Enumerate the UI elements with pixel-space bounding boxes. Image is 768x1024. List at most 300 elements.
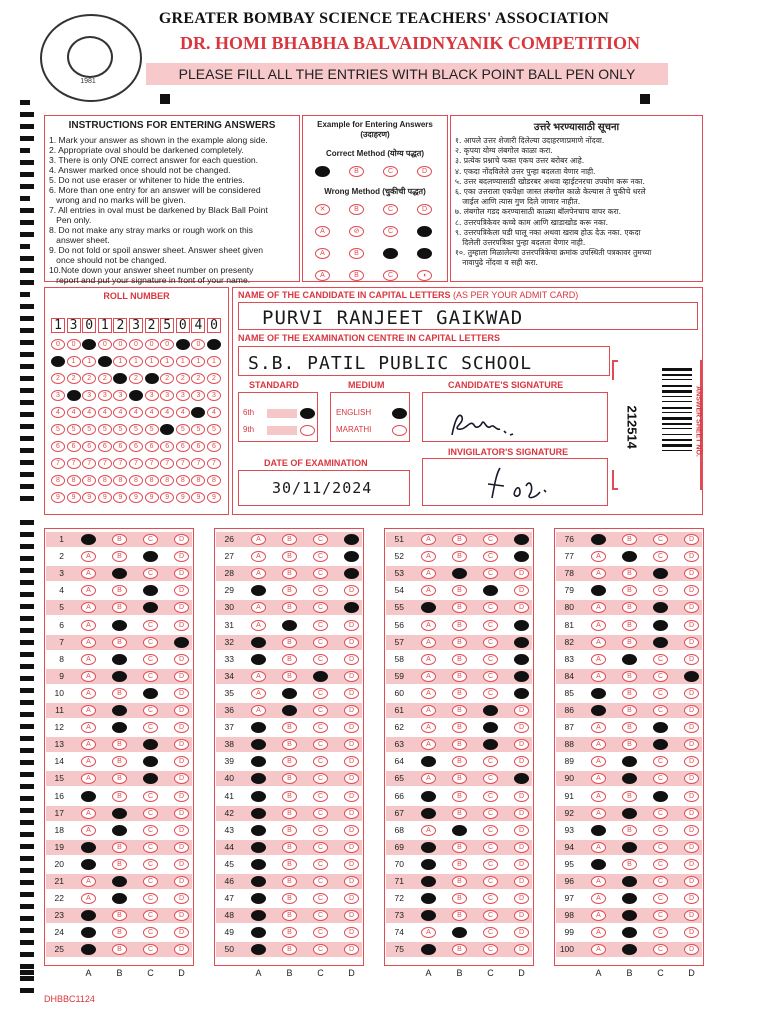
roll-bubble[interactable]: 4 bbox=[176, 407, 190, 418]
answer-bubble[interactable]: B bbox=[112, 637, 127, 648]
answer-bubble[interactable]: A bbox=[591, 551, 606, 562]
answer-bubble[interactable]: D bbox=[684, 825, 699, 836]
roll-bubble[interactable]: 5 bbox=[176, 424, 190, 435]
roll-bubble[interactable]: 7 bbox=[145, 458, 159, 469]
answer-bubble[interactable] bbox=[251, 876, 266, 887]
answer-bubble[interactable]: D bbox=[344, 705, 359, 716]
answer-bubble[interactable]: A bbox=[81, 585, 96, 596]
answer-bubble[interactable]: D bbox=[174, 756, 189, 767]
answer-bubble[interactable]: A bbox=[421, 534, 436, 545]
answer-bubble[interactable]: D bbox=[174, 910, 189, 921]
answer-bubble[interactable] bbox=[591, 534, 606, 545]
roll-bubble[interactable]: 7 bbox=[176, 458, 190, 469]
answer-bubble[interactable]: B bbox=[622, 859, 637, 870]
answer-bubble[interactable]: C bbox=[653, 671, 668, 682]
answer-bubble[interactable]: D bbox=[514, 602, 529, 613]
answer-bubble[interactable] bbox=[421, 808, 436, 819]
answer-bubble[interactable]: C bbox=[653, 705, 668, 716]
answer-bubble[interactable]: B bbox=[112, 791, 127, 802]
answer-bubble[interactable] bbox=[622, 808, 637, 819]
answer-bubble[interactable]: D bbox=[684, 722, 699, 733]
answer-bubble[interactable]: A bbox=[81, 705, 96, 716]
answer-bubble[interactable] bbox=[622, 654, 637, 665]
answer-bubble[interactable]: C bbox=[313, 722, 328, 733]
answer-bubble[interactable]: B bbox=[452, 585, 467, 596]
answer-bubble[interactable]: C bbox=[653, 893, 668, 904]
answer-bubble[interactable]: D bbox=[684, 739, 699, 750]
answer-bubble[interactable]: D bbox=[344, 688, 359, 699]
answer-bubble[interactable]: C bbox=[483, 893, 498, 904]
answer-bubble[interactable]: C bbox=[313, 859, 328, 870]
answer-bubble[interactable]: A bbox=[81, 773, 96, 784]
answer-bubble[interactable]: D bbox=[344, 791, 359, 802]
answer-bubble[interactable]: C bbox=[313, 620, 328, 631]
answer-bubble[interactable]: B bbox=[452, 791, 467, 802]
answer-bubble[interactable] bbox=[143, 688, 158, 699]
answer-bubble[interactable] bbox=[591, 825, 606, 836]
roll-bubble[interactable]: 5 bbox=[98, 424, 112, 435]
roll-bubble[interactable]: 5 bbox=[67, 424, 81, 435]
answer-bubble[interactable]: A bbox=[591, 722, 606, 733]
answer-bubble[interactable]: A bbox=[81, 620, 96, 631]
answer-bubble[interactable]: C bbox=[483, 620, 498, 631]
answer-bubble[interactable]: A bbox=[421, 620, 436, 631]
answer-bubble[interactable]: B bbox=[452, 893, 467, 904]
answer-bubble[interactable]: A bbox=[421, 637, 436, 648]
answer-bubble[interactable]: B bbox=[452, 739, 467, 750]
roll-bubble[interactable]: 3 bbox=[113, 390, 127, 401]
answer-bubble[interactable]: D bbox=[684, 534, 699, 545]
answer-bubble[interactable] bbox=[81, 534, 96, 545]
roll-bubble[interactable]: 0 bbox=[67, 339, 81, 350]
answer-bubble[interactable]: B bbox=[282, 568, 297, 579]
answer-bubble[interactable]: A bbox=[81, 688, 96, 699]
answer-bubble[interactable]: B bbox=[622, 602, 637, 613]
answer-bubble[interactable]: C bbox=[483, 602, 498, 613]
answer-bubble[interactable]: D bbox=[344, 637, 359, 648]
answer-bubble[interactable]: A bbox=[591, 671, 606, 682]
answer-bubble[interactable]: A bbox=[251, 671, 266, 682]
roll-bubble[interactable]: 9 bbox=[207, 492, 221, 503]
answer-bubble[interactable]: C bbox=[313, 654, 328, 665]
answer-bubble[interactable]: C bbox=[483, 791, 498, 802]
answer-bubble[interactable]: C bbox=[143, 927, 158, 938]
roll-bubble[interactable]: 8 bbox=[113, 475, 127, 486]
answer-bubble[interactable]: C bbox=[143, 791, 158, 802]
roll-bubble[interactable]: 5 bbox=[191, 424, 205, 435]
answer-bubble[interactable] bbox=[622, 842, 637, 853]
answer-bubble[interactable]: C bbox=[483, 842, 498, 853]
roll-bubble[interactable]: 8 bbox=[129, 475, 143, 486]
answer-bubble[interactable]: B bbox=[112, 859, 127, 870]
roll-bubble[interactable] bbox=[98, 356, 112, 367]
answer-bubble[interactable]: D bbox=[174, 808, 189, 819]
answer-bubble[interactable]: D bbox=[174, 585, 189, 596]
answer-bubble[interactable]: A bbox=[591, 893, 606, 904]
answer-bubble[interactable]: A bbox=[81, 825, 96, 836]
answer-bubble[interactable] bbox=[421, 876, 436, 887]
roll-bubble[interactable]: 8 bbox=[191, 475, 205, 486]
answer-bubble[interactable]: C bbox=[653, 654, 668, 665]
answer-bubble[interactable]: C bbox=[313, 551, 328, 562]
answer-bubble[interactable]: B bbox=[112, 534, 127, 545]
roll-bubble[interactable]: 3 bbox=[82, 390, 96, 401]
answer-bubble[interactable] bbox=[483, 705, 498, 716]
answer-bubble[interactable]: D bbox=[684, 637, 699, 648]
answer-bubble[interactable]: A bbox=[421, 688, 436, 699]
answer-bubble[interactable]: C bbox=[653, 773, 668, 784]
answer-bubble[interactable]: D bbox=[174, 876, 189, 887]
answer-bubble[interactable]: A bbox=[81, 893, 96, 904]
answer-bubble[interactable]: C bbox=[483, 654, 498, 665]
answer-bubble[interactable]: D bbox=[514, 756, 529, 767]
roll-bubble[interactable]: 3 bbox=[191, 390, 205, 401]
roll-bubble[interactable]: 2 bbox=[129, 373, 143, 384]
answer-bubble[interactable]: D bbox=[684, 842, 699, 853]
answer-bubble[interactable]: D bbox=[684, 808, 699, 819]
roll-bubble[interactable]: 4 bbox=[67, 407, 81, 418]
roll-bubble[interactable]: 2 bbox=[191, 373, 205, 384]
answer-bubble[interactable]: D bbox=[514, 944, 529, 955]
answer-bubble[interactable]: D bbox=[174, 688, 189, 699]
answer-bubble[interactable]: B bbox=[112, 927, 127, 938]
answer-bubble[interactable]: C bbox=[483, 825, 498, 836]
roll-bubble[interactable]: 7 bbox=[67, 458, 81, 469]
answer-bubble[interactable]: B bbox=[452, 808, 467, 819]
roll-bubble[interactable]: 0 bbox=[51, 339, 65, 350]
answer-bubble[interactable] bbox=[514, 620, 529, 631]
answer-bubble[interactable]: C bbox=[143, 620, 158, 631]
answer-bubble[interactable]: B bbox=[112, 688, 127, 699]
answer-bubble[interactable] bbox=[514, 534, 529, 545]
answer-bubble[interactable]: B bbox=[452, 551, 467, 562]
answer-bubble[interactable] bbox=[622, 876, 637, 887]
answer-bubble[interactable]: B bbox=[622, 620, 637, 631]
answer-bubble[interactable]: C bbox=[313, 910, 328, 921]
roll-bubble[interactable]: 8 bbox=[145, 475, 159, 486]
answer-bubble[interactable] bbox=[81, 842, 96, 853]
roll-bubble[interactable]: 2 bbox=[67, 373, 81, 384]
roll-bubble[interactable]: 7 bbox=[207, 458, 221, 469]
answer-bubble[interactable]: D bbox=[174, 773, 189, 784]
answer-bubble[interactable]: D bbox=[344, 773, 359, 784]
answer-bubble[interactable]: C bbox=[313, 791, 328, 802]
answer-bubble[interactable]: A bbox=[421, 568, 436, 579]
answer-bubble[interactable]: D bbox=[174, 859, 189, 870]
answer-bubble[interactable]: C bbox=[653, 688, 668, 699]
answer-bubble[interactable]: D bbox=[174, 944, 189, 955]
roll-bubble[interactable]: 9 bbox=[145, 492, 159, 503]
standard-6th-bubble[interactable] bbox=[300, 408, 315, 419]
answer-bubble[interactable] bbox=[653, 637, 668, 648]
answer-bubble[interactable]: C bbox=[313, 568, 328, 579]
answer-bubble[interactable]: B bbox=[282, 722, 297, 733]
roll-bubble[interactable]: 6 bbox=[160, 441, 174, 452]
answer-bubble[interactable]: D bbox=[174, 534, 189, 545]
roll-bubble[interactable]: 7 bbox=[82, 458, 96, 469]
answer-bubble[interactable]: C bbox=[313, 842, 328, 853]
roll-bubble[interactable]: 4 bbox=[98, 407, 112, 418]
roll-bubble[interactable]: 3 bbox=[176, 390, 190, 401]
answer-bubble[interactable]: D bbox=[344, 927, 359, 938]
answer-bubble[interactable]: D bbox=[174, 602, 189, 613]
answer-bubble[interactable]: D bbox=[514, 705, 529, 716]
roll-bubble[interactable]: 9 bbox=[113, 492, 127, 503]
roll-bubble[interactable]: 6 bbox=[207, 441, 221, 452]
answer-bubble[interactable] bbox=[684, 671, 699, 682]
answer-bubble[interactable]: B bbox=[282, 534, 297, 545]
answer-bubble[interactable]: B bbox=[622, 739, 637, 750]
answer-bubble[interactable]: D bbox=[684, 859, 699, 870]
roll-bubble[interactable]: 0 bbox=[145, 339, 159, 350]
answer-bubble[interactable]: D bbox=[514, 808, 529, 819]
roll-bubble[interactable]: 8 bbox=[51, 475, 65, 486]
answer-bubble[interactable] bbox=[421, 859, 436, 870]
roll-bubble[interactable]: 1 bbox=[82, 356, 96, 367]
answer-bubble[interactable]: C bbox=[483, 876, 498, 887]
roll-bubble[interactable]: 7 bbox=[191, 458, 205, 469]
answer-bubble[interactable]: D bbox=[684, 876, 699, 887]
roll-bubble[interactable]: 0 bbox=[191, 339, 205, 350]
answer-bubble[interactable]: A bbox=[421, 654, 436, 665]
roll-bubble[interactable]: 9 bbox=[191, 492, 205, 503]
medium-english-bubble[interactable] bbox=[392, 408, 407, 419]
answer-bubble[interactable]: C bbox=[653, 910, 668, 921]
answer-bubble[interactable]: A bbox=[251, 688, 266, 699]
answer-bubble[interactable] bbox=[81, 791, 96, 802]
roll-bubble[interactable]: 9 bbox=[51, 492, 65, 503]
answer-bubble[interactable]: C bbox=[483, 688, 498, 699]
answer-bubble[interactable]: C bbox=[483, 927, 498, 938]
answer-bubble[interactable]: C bbox=[143, 534, 158, 545]
answer-bubble[interactable]: C bbox=[143, 825, 158, 836]
answer-bubble[interactable]: A bbox=[421, 551, 436, 562]
answer-bubble[interactable]: D bbox=[344, 671, 359, 682]
answer-bubble[interactable]: D bbox=[344, 944, 359, 955]
answer-bubble[interactable]: C bbox=[143, 722, 158, 733]
answer-bubble[interactable]: B bbox=[282, 654, 297, 665]
roll-bubble[interactable] bbox=[145, 373, 159, 384]
answer-bubble[interactable]: D bbox=[684, 654, 699, 665]
answer-bubble[interactable]: C bbox=[143, 671, 158, 682]
answer-bubble[interactable]: A bbox=[81, 637, 96, 648]
roll-digit-box[interactable]: 1 bbox=[51, 318, 65, 333]
roll-bubble[interactable]: 6 bbox=[176, 441, 190, 452]
answer-bubble[interactable]: B bbox=[452, 859, 467, 870]
roll-bubble[interactable] bbox=[207, 339, 221, 350]
answer-bubble[interactable]: C bbox=[313, 876, 328, 887]
answer-bubble[interactable]: D bbox=[174, 825, 189, 836]
answer-bubble[interactable]: C bbox=[313, 944, 328, 955]
answer-bubble[interactable]: C bbox=[483, 534, 498, 545]
answer-bubble[interactable]: D bbox=[174, 791, 189, 802]
answer-bubble[interactable]: A bbox=[421, 585, 436, 596]
answer-bubble[interactable] bbox=[112, 620, 127, 631]
answer-bubble[interactable] bbox=[251, 637, 266, 648]
answer-bubble[interactable]: A bbox=[591, 773, 606, 784]
roll-bubble[interactable]: 8 bbox=[160, 475, 174, 486]
roll-bubble[interactable]: 1 bbox=[191, 356, 205, 367]
roll-bubble[interactable]: 1 bbox=[176, 356, 190, 367]
roll-bubble[interactable]: 9 bbox=[98, 492, 112, 503]
roll-bubble[interactable] bbox=[67, 390, 81, 401]
answer-bubble[interactable]: A bbox=[81, 551, 96, 562]
answer-bubble[interactable]: D bbox=[684, 620, 699, 631]
answer-bubble[interactable]: B bbox=[282, 876, 297, 887]
answer-bubble[interactable]: D bbox=[514, 927, 529, 938]
answer-bubble[interactable]: D bbox=[514, 791, 529, 802]
answer-bubble[interactable] bbox=[344, 534, 359, 545]
roll-bubble[interactable]: 1 bbox=[129, 356, 143, 367]
roll-bubble[interactable]: 5 bbox=[51, 424, 65, 435]
answer-bubble[interactable]: B bbox=[282, 825, 297, 836]
answer-bubble[interactable]: D bbox=[514, 859, 529, 870]
answer-bubble[interactable]: C bbox=[483, 756, 498, 767]
roll-bubble[interactable]: 5 bbox=[129, 424, 143, 435]
answer-bubble[interactable] bbox=[452, 825, 467, 836]
answer-bubble[interactable] bbox=[591, 705, 606, 716]
answer-bubble[interactable]: A bbox=[81, 739, 96, 750]
answer-bubble[interactable]: C bbox=[313, 825, 328, 836]
answer-bubble[interactable]: A bbox=[81, 756, 96, 767]
roll-bubble[interactable]: 2 bbox=[98, 373, 112, 384]
answer-bubble[interactable]: D bbox=[514, 893, 529, 904]
answer-bubble[interactable]: C bbox=[653, 756, 668, 767]
answer-bubble[interactable]: B bbox=[282, 585, 297, 596]
answer-bubble[interactable]: B bbox=[282, 944, 297, 955]
answer-bubble[interactable]: B bbox=[112, 773, 127, 784]
answer-bubble[interactable]: C bbox=[313, 756, 328, 767]
answer-bubble[interactable] bbox=[514, 654, 529, 665]
roll-digit-box[interactable]: 0 bbox=[82, 318, 96, 333]
standard-9th-bubble[interactable] bbox=[300, 425, 315, 436]
roll-bubble[interactable]: 5 bbox=[113, 424, 127, 435]
answer-bubble[interactable]: D bbox=[174, 551, 189, 562]
answer-bubble[interactable]: C bbox=[483, 671, 498, 682]
roll-digit-box[interactable]: 0 bbox=[176, 318, 190, 333]
answer-bubble[interactable]: B bbox=[112, 739, 127, 750]
answer-bubble[interactable]: A bbox=[591, 944, 606, 955]
answer-bubble[interactable]: C bbox=[313, 739, 328, 750]
answer-bubble[interactable]: D bbox=[684, 551, 699, 562]
answer-bubble[interactable]: C bbox=[143, 876, 158, 887]
answer-bubble[interactable]: D bbox=[344, 825, 359, 836]
answer-bubble[interactable]: D bbox=[344, 620, 359, 631]
roll-bubble[interactable]: 6 bbox=[145, 441, 159, 452]
answer-bubble[interactable]: C bbox=[143, 808, 158, 819]
answer-bubble[interactable] bbox=[251, 654, 266, 665]
answer-bubble[interactable] bbox=[313, 671, 328, 682]
answer-bubble[interactable]: A bbox=[251, 602, 266, 613]
answer-bubble[interactable]: B bbox=[282, 927, 297, 938]
answer-bubble[interactable]: A bbox=[81, 808, 96, 819]
answer-bubble[interactable]: B bbox=[282, 791, 297, 802]
answer-bubble[interactable]: C bbox=[313, 808, 328, 819]
answer-bubble[interactable]: D bbox=[514, 585, 529, 596]
roll-digit-box[interactable]: 3 bbox=[67, 318, 81, 333]
answer-bubble[interactable]: C bbox=[313, 927, 328, 938]
answer-bubble[interactable]: D bbox=[514, 722, 529, 733]
answer-bubble[interactable]: A bbox=[591, 791, 606, 802]
answer-bubble[interactable]: A bbox=[421, 722, 436, 733]
answer-bubble[interactable]: B bbox=[622, 534, 637, 545]
answer-bubble[interactable]: C bbox=[313, 602, 328, 613]
roll-bubble[interactable]: 2 bbox=[82, 373, 96, 384]
answer-bubble[interactable]: C bbox=[483, 568, 498, 579]
answer-bubble[interactable]: D bbox=[174, 927, 189, 938]
roll-bubble[interactable]: 1 bbox=[207, 356, 221, 367]
answer-bubble[interactable]: D bbox=[344, 910, 359, 921]
answer-bubble[interactable]: C bbox=[143, 654, 158, 665]
roll-bubble[interactable]: 6 bbox=[51, 441, 65, 452]
answer-bubble[interactable] bbox=[251, 791, 266, 802]
roll-bubble[interactable]: 3 bbox=[207, 390, 221, 401]
answer-bubble[interactable]: A bbox=[591, 654, 606, 665]
answer-bubble[interactable] bbox=[251, 808, 266, 819]
answer-bubble[interactable]: A bbox=[251, 705, 266, 716]
answer-bubble[interactable] bbox=[251, 842, 266, 853]
roll-bubble[interactable]: 1 bbox=[67, 356, 81, 367]
roll-bubble[interactable] bbox=[51, 356, 65, 367]
answer-bubble[interactable]: C bbox=[653, 876, 668, 887]
answer-bubble[interactable]: D bbox=[684, 688, 699, 699]
roll-bubble[interactable]: 4 bbox=[145, 407, 159, 418]
roll-bubble[interactable]: 4 bbox=[129, 407, 143, 418]
answer-bubble[interactable]: C bbox=[483, 808, 498, 819]
roll-bubble[interactable]: 3 bbox=[145, 390, 159, 401]
answer-bubble[interactable]: A bbox=[591, 637, 606, 648]
answer-bubble[interactable]: B bbox=[282, 602, 297, 613]
answer-bubble[interactable]: D bbox=[684, 944, 699, 955]
answer-bubble[interactable]: C bbox=[313, 773, 328, 784]
roll-digit-box[interactable]: 1 bbox=[98, 318, 112, 333]
answer-bubble[interactable]: C bbox=[313, 637, 328, 648]
roll-bubble[interactable]: 9 bbox=[176, 492, 190, 503]
roll-bubble[interactable]: 0 bbox=[129, 339, 143, 350]
answer-bubble[interactable]: D bbox=[514, 910, 529, 921]
answer-bubble[interactable] bbox=[251, 825, 266, 836]
roll-digit-box[interactable]: 3 bbox=[129, 318, 143, 333]
answer-bubble[interactable]: C bbox=[143, 705, 158, 716]
answer-bubble[interactable]: B bbox=[112, 756, 127, 767]
answer-bubble[interactable]: B bbox=[452, 534, 467, 545]
answer-bubble[interactable]: D bbox=[344, 654, 359, 665]
answer-bubble[interactable]: A bbox=[251, 568, 266, 579]
answer-bubble[interactable]: B bbox=[282, 756, 297, 767]
roll-bubble[interactable]: 2 bbox=[207, 373, 221, 384]
answer-bubble[interactable]: B bbox=[112, 602, 127, 613]
answer-bubble[interactable]: D bbox=[174, 705, 189, 716]
answer-bubble[interactable]: C bbox=[653, 808, 668, 819]
roll-bubble[interactable]: 6 bbox=[191, 441, 205, 452]
answer-bubble[interactable]: B bbox=[452, 688, 467, 699]
roll-bubble[interactable]: 4 bbox=[160, 407, 174, 418]
roll-bubble[interactable]: 2 bbox=[160, 373, 174, 384]
answer-bubble[interactable] bbox=[112, 808, 127, 819]
answer-bubble[interactable]: D bbox=[684, 893, 699, 904]
answer-bubble[interactable]: B bbox=[452, 910, 467, 921]
roll-bubble[interactable]: 6 bbox=[98, 441, 112, 452]
roll-bubble[interactable]: 3 bbox=[51, 390, 65, 401]
answer-bubble[interactable] bbox=[112, 825, 127, 836]
answer-bubble[interactable]: B bbox=[282, 773, 297, 784]
answer-bubble[interactable] bbox=[421, 842, 436, 853]
roll-bubble[interactable]: 5 bbox=[145, 424, 159, 435]
answer-bubble[interactable]: D bbox=[344, 893, 359, 904]
answer-bubble[interactable]: D bbox=[684, 705, 699, 716]
answer-bubble[interactable]: B bbox=[622, 688, 637, 699]
answer-bubble[interactable] bbox=[514, 671, 529, 682]
